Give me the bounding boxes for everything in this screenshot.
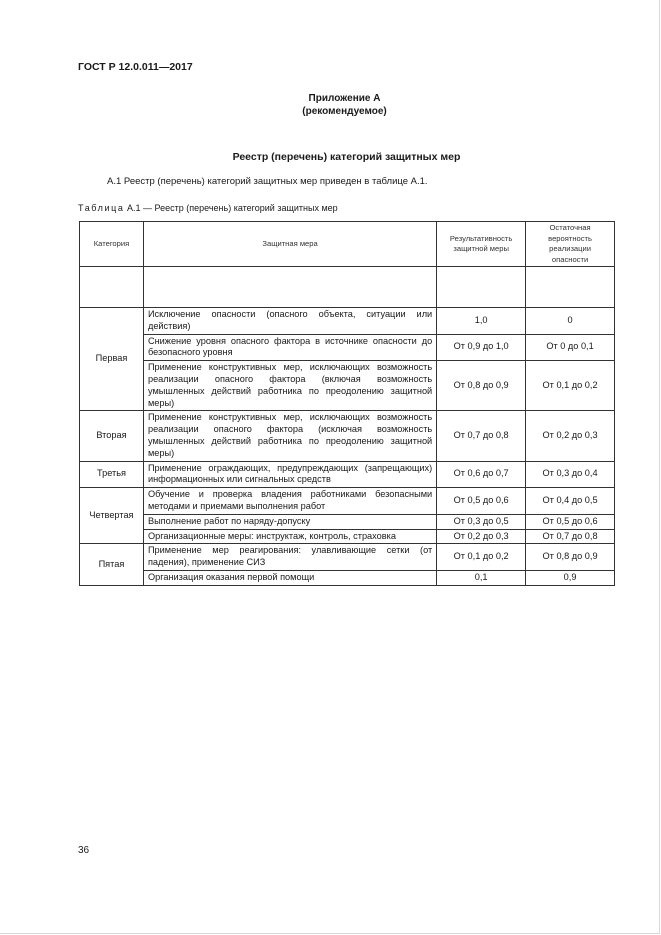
appendix-block: [0, 92, 661, 118]
measure-cell: Организационные меры: инструктаж, контроль, страховка: [143, 529, 436, 544]
measure-cell: Исключение опасности (опасного объекта, ситуации или действия): [143, 308, 436, 335]
effectiveness-cell: От 0,6 до 0,7: [437, 461, 526, 488]
category-cell: Пятая: [80, 544, 144, 585]
measure-cell: Применение конструктивных мер, исключающих возможность реализации опасного фактора (исключая возможность умышленных действий работника по преодолению защитной меры): [143, 411, 436, 461]
section-heading: Реестр (перечень) категорий защитных мер: [232, 151, 461, 163]
table-caption: [78, 203, 338, 213]
table-header: [80, 222, 615, 308]
category-cell: Третья: [80, 461, 144, 488]
header-residual: Остаточная вероятность реализации опасности: [526, 222, 615, 267]
table-caption-label: Таблица: [78, 203, 125, 213]
table-caption-text: А.1 — Реестр (перечень) категорий защитных мер: [124, 203, 338, 213]
appendix-status: (рекомендуемое): [302, 106, 387, 117]
page-number: 36: [78, 845, 90, 856]
measure-cell: Применение мер реагирования: улавливающие сетки (от падения), применение СИЗ: [143, 544, 436, 571]
table-body: [80, 308, 615, 586]
effectiveness-cell: От 0,5 до 0,6: [437, 488, 526, 515]
residual-cell: 0,9: [526, 570, 615, 585]
measure-cell: Выполнение работ по наряду-допуску: [143, 514, 436, 529]
effectiveness-cell: 1,0: [437, 308, 526, 335]
residual-cell: От 0,5 до 0,6: [526, 514, 615, 529]
header-measure: Защитная мера: [143, 222, 436, 267]
residual-cell: От 0 до 0,1: [526, 334, 615, 361]
table-row: [80, 461, 615, 488]
residual-cell: От 0,8 до 0,9: [526, 544, 615, 571]
measure-cell: Обучение и проверка владения работниками безопасными методами и приемами выполнения работ: [143, 488, 436, 515]
effectiveness-cell: От 0,9 до 1,0: [437, 334, 526, 361]
table-row: [80, 570, 615, 585]
document-code: ГОСТ Р 12.0.011—2017: [78, 61, 193, 73]
category-cell: Четвертая: [80, 488, 144, 544]
header-category: Категория: [80, 222, 144, 267]
table-row: [80, 529, 615, 544]
effectiveness-cell: От 0,3 до 0,5: [437, 514, 526, 529]
measure-cell: Снижение уровня опасного фактора в источнике опасности до безопасного уровня: [143, 334, 436, 361]
table-row: [80, 308, 615, 335]
effectiveness-cell: От 0,7 до 0,8: [437, 411, 526, 461]
protective-measures-table: [79, 221, 615, 586]
effectiveness-cell: 0,1: [437, 570, 526, 585]
residual-cell: От 0,4 до 0,5: [526, 488, 615, 515]
effectiveness-cell: От 0,1 до 0,2: [437, 544, 526, 571]
table-row: [80, 334, 615, 361]
residual-cell: От 0,7 до 0,8: [526, 529, 615, 544]
measure-cell: Применение конструктивных мер, исключающих возможность реализации опасного фактора (включая возможность умышленных действий работника по преодолению защитной меры): [143, 361, 436, 411]
category-cell: Первая: [80, 308, 144, 411]
appendix-title: Приложение А: [308, 93, 381, 104]
header-effectiveness: Результативность защитной меры: [437, 222, 526, 267]
effectiveness-cell: От 0,8 до 0,9: [437, 361, 526, 411]
residual-cell: 0: [526, 308, 615, 335]
table-row: [80, 488, 615, 515]
residual-cell: От 0,2 до 0,3: [526, 411, 615, 461]
effectiveness-cell: От 0,2 до 0,3: [437, 529, 526, 544]
table-row: [80, 514, 615, 529]
intro-paragraph: А.1 Реестр (перечень) категорий защитных мер приведен в таблице А.1.: [107, 176, 428, 187]
table-row: [80, 411, 615, 461]
measure-cell: Организация оказания первой помощи: [143, 570, 436, 585]
category-cell: Вторая: [80, 411, 144, 461]
table-row: [80, 361, 615, 411]
residual-cell: От 0,3 до 0,4: [526, 461, 615, 488]
residual-cell: От 0,1 до 0,2: [526, 361, 615, 411]
table-row: [80, 544, 615, 571]
measure-cell: Применение ограждающих, предупреждающих (запрещающих) информационных или сигнальных средств: [143, 461, 436, 488]
